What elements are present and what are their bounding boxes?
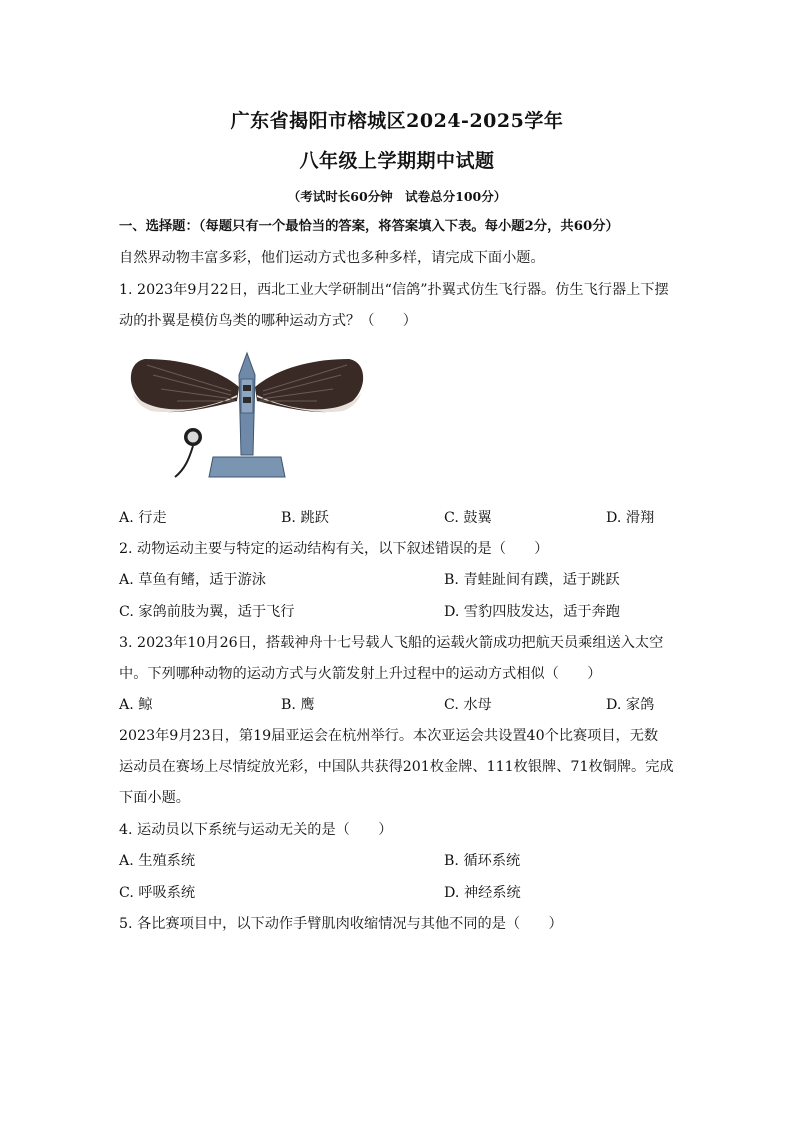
- q1-option-a: A. 行走: [119, 510, 167, 526]
- q3-option-d: D. 家鸽: [606, 697, 655, 713]
- passage2-line3: 下面小题。: [119, 790, 190, 806]
- passage2-line1: 2023年9月23日，第19届亚运会在杭州举行。本次亚运会共设置40个比赛项目，无数: [119, 728, 659, 744]
- q2-option-a: A. 草鱼有鳍，适于游泳: [119, 572, 266, 588]
- bionic-flapping-aircraft-image: [127, 345, 367, 490]
- q1-option-c: C. 鼓翼: [444, 510, 492, 526]
- flapping-aircraft-illustration: [127, 345, 367, 490]
- q3-option-a: A. 鲸: [119, 697, 153, 713]
- q1-stem-line1: 1. 2023年9月22日，西北工业大学研制出“信鸽”扑翼式仿生飞行器。仿生飞行器上下摆: [119, 282, 669, 298]
- exam-subtitle: （考试时长60分钟 试卷总分100分）: [287, 189, 507, 204]
- q4-option-b: B. 循环系统: [444, 853, 521, 869]
- q1-option-d: D. 滑翔: [606, 510, 655, 526]
- q4-option-c: C. 呼吸系统: [119, 885, 196, 901]
- q3-option-c: C. 水母: [444, 697, 492, 713]
- q4-stem: 4. 运动员以下系统与运动无关的是（ ）: [119, 822, 393, 838]
- q3-stem-line1: 3. 2023年10月26日，搭载神舟十七号载人飞船的运载火箭成功把航天员乘组送入太空: [119, 635, 664, 651]
- q4-option-d: D. 神经系统: [444, 885, 521, 901]
- section-heading: 一、选择题：（每题只有一个最恰当的答案，将答案填入下表。每小题2分，共60分）: [119, 219, 619, 234]
- q5-stem: 5. 各比赛项目中，以下动作手臂肌肉收缩情况与其他不同的是（ ）: [119, 916, 563, 932]
- passage2-line2: 运动员在赛场上尽情绽放光彩，中国队共获得201枚金牌、111枚银牌、71枚铜牌。完成: [119, 759, 674, 775]
- q1-option-b: B. 跳跃: [281, 510, 329, 526]
- exam-title-line2: 八年级上学期期中试题: [299, 150, 495, 172]
- q3-stem-line2: 中。下列哪种动物的运动方式与火箭发射上升过程中的运动方式相似（ ）: [119, 666, 602, 682]
- exam-title-line1: 广东省揭阳市榕城区2024-2025学年: [230, 110, 564, 132]
- q2-option-b: B. 青蛙趾间有蹼，适于跳跃: [444, 572, 620, 588]
- q4-option-a: A. 生殖系统: [119, 853, 196, 869]
- q2-stem: 2. 动物运动主要与特定的运动结构有关，以下叙述错误的是（ ）: [119, 541, 549, 557]
- q1-stem-line2: 动的扑翼是模仿鸟类的哪种运动方式？（ ）: [119, 313, 417, 329]
- q3-option-b: B. 鹰: [281, 697, 315, 713]
- q2-option-d: D. 雪豹四肢发达，适于奔跑: [444, 604, 620, 620]
- section-intro: 自然界动物丰富多彩，他们运动方式也多种多样，请完成下面小题。: [119, 250, 545, 266]
- q2-option-c: C. 家鸽前肢为翼，适于飞行: [119, 604, 295, 620]
